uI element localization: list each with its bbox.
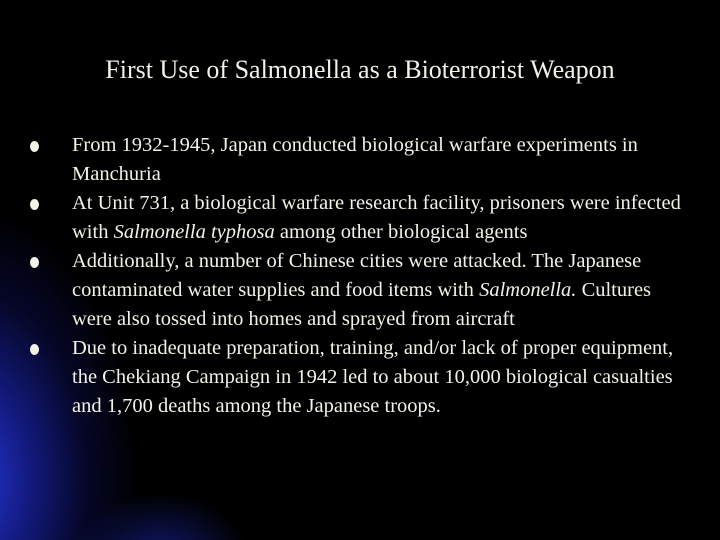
bullet-dot-icon xyxy=(30,199,39,210)
bullet-text-part: Cultures were also tossed into homes and sprayed from aircraft xyxy=(72,279,652,330)
bullet-text xyxy=(72,337,673,417)
italic-species-name: Salmonella. xyxy=(479,279,577,301)
bullet-text-part: Additionally, a number of Chinese cities were attacked. The Japanese contaminated water supplies and food items with xyxy=(72,250,642,301)
bullet-item xyxy=(30,189,690,247)
bullet-text-part: Due to inadequate preparation, training, and/or lack of proper equipment, the Chekiang Campaign in 1942 led to about 10,000 biological casualties and 1,700 deaths among the Japanese troops. xyxy=(72,337,674,417)
bullet-text-part: At Unit 731, a biological warfare research facility, prisoners were infected with xyxy=(72,192,681,243)
bullet-text xyxy=(72,250,651,330)
bullet-item xyxy=(30,131,690,189)
bullet-item xyxy=(30,247,690,334)
bullet-dot-icon xyxy=(30,344,39,355)
slide-title: First Use of Salmonella as a Bioterrorist Weapon xyxy=(105,55,615,84)
bullet-item xyxy=(30,334,690,421)
bullet-text-part: among other biological agents xyxy=(274,221,528,243)
bullet-dot-icon xyxy=(30,257,39,268)
bullet-list xyxy=(30,131,690,421)
bullet-text xyxy=(72,192,681,243)
italic-species-name: Salmonella typhosa xyxy=(113,221,275,243)
bullet-text-part: From 1932-1945, Japan conducted biological warfare experiments in Manchuria xyxy=(72,134,638,185)
bullet-dot-icon xyxy=(30,141,39,152)
bullet-text xyxy=(72,134,638,185)
